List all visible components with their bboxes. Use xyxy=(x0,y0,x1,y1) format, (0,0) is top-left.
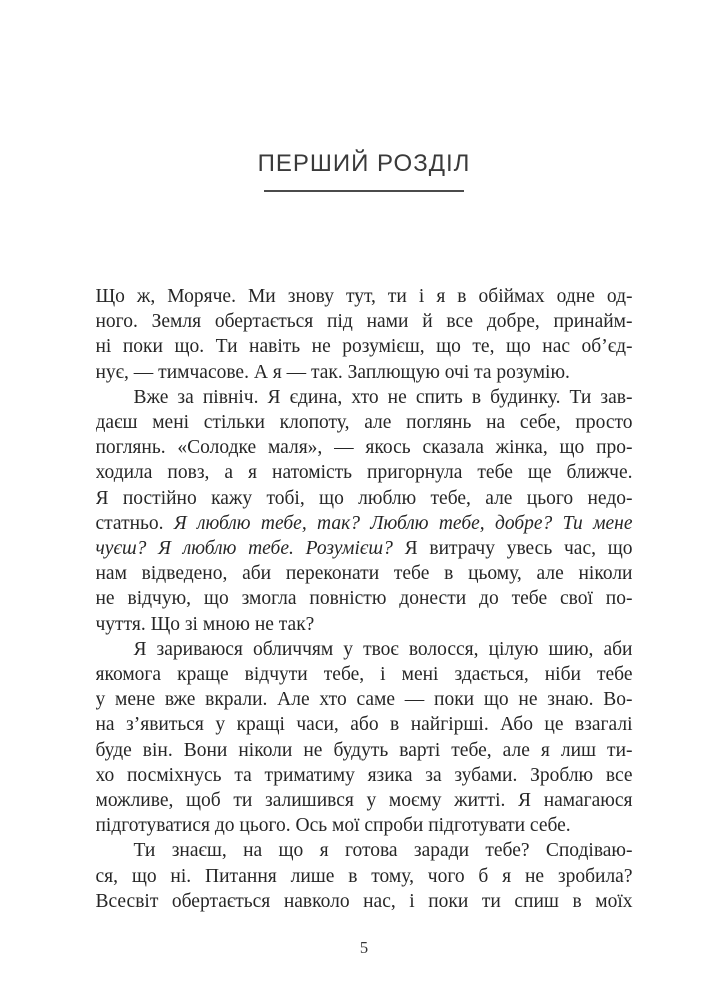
text-segment: статньо. xyxy=(95,512,174,534)
text-line xyxy=(96,385,633,410)
text-line xyxy=(96,788,633,813)
text-segment: даєш мені стільки клопоту, але поглянь на себе, просто xyxy=(95,412,633,434)
text-line xyxy=(96,586,633,611)
text-line xyxy=(96,687,633,712)
text-line xyxy=(96,813,633,838)
text-segment: якомога краще відчути тебе, і мені здається, ніби тебе xyxy=(95,664,633,686)
text-segment: Я постійно кажу тобі, що люблю тебе, але цього недо- xyxy=(95,487,633,509)
text-segment: ного. Земля обертається під нами й все добре, принайм- xyxy=(95,311,633,333)
text-segment: ся, що ні. Питання лише в тому, чого б я не зробила? xyxy=(95,865,633,887)
chapter-heading xyxy=(0,150,728,192)
italic-text-segment: Я люблю тебе, так? Люблю тебе, добре? Ти мене xyxy=(173,512,633,534)
text-segment: нує, — тимчасове. А я — так. Заплющую очі та розумію. xyxy=(95,361,570,383)
text-line xyxy=(96,410,633,435)
paragraph xyxy=(96,284,633,385)
text-line xyxy=(96,637,633,662)
text-line xyxy=(96,712,633,737)
text-segment: ні поки що. Ти навіть не розумієш, що те, що нас об’єд- xyxy=(95,336,633,358)
text-segment: Що ж, Моряче. Ми знову тут, ти і я в обіймах одне од- xyxy=(95,286,633,307)
text-segment: підготуватися до цього. Ось мої спроби підготувати себе. xyxy=(95,815,571,837)
text-line xyxy=(96,435,633,460)
text-line xyxy=(96,334,633,359)
text-segment: нам відведено, аби переконати тебе в цьому, але ніколи xyxy=(95,563,633,585)
page-number: 5 xyxy=(359,938,369,957)
text-line xyxy=(96,662,633,687)
text-line xyxy=(96,561,633,586)
text-line xyxy=(96,360,633,385)
text-line xyxy=(96,511,633,536)
text-segment: Всесвіт обертається навколо нас, і поки ти спиш в моїх xyxy=(95,890,633,912)
text-line xyxy=(96,309,633,334)
text-line xyxy=(96,486,633,511)
text-segment: хо посміхнусь та триматиму язика за зубами. Зроблю все xyxy=(95,764,633,786)
text-line xyxy=(96,838,633,863)
paragraph xyxy=(96,637,633,839)
text-line xyxy=(96,763,633,788)
body-text xyxy=(96,284,633,914)
text-segment: Я зариваюся обличчям у твоє волосся, цілую шию, аби xyxy=(133,638,633,660)
text-segment: поглянь. «Солодке маля», — якось сказала жінка, що про- xyxy=(95,437,633,459)
text-line xyxy=(96,536,633,561)
text-segment: можливе, щоб ти залишився у моєму житті. Я намагаюся xyxy=(95,790,633,812)
text-segment: чуття. Що зі мною не так? xyxy=(95,613,315,635)
text-line xyxy=(96,889,633,914)
chapter-divider xyxy=(264,190,464,192)
text-segment: на з’явиться у кращі часи, або в найгірші. Або це взагалі xyxy=(95,714,633,736)
paragraph xyxy=(96,838,633,914)
text-segment: Ти знаєш, на що я готова заради тебе? Сподіваю- xyxy=(133,840,633,862)
paragraph xyxy=(96,385,633,637)
text-segment: у мене вже вкрали. Але хто саме — поки що не знаю. Во- xyxy=(95,689,633,711)
text-line xyxy=(96,864,633,889)
text-segment: буде він. Вони ніколи не будуть варті тебе, але я лиш ти- xyxy=(95,739,633,761)
text-line xyxy=(96,284,633,309)
chapter-title: ПЕРШИЙ РОЗДІЛ xyxy=(257,150,471,177)
italic-text-segment: чуєш? Я люблю тебе. Розумієш? xyxy=(95,538,393,560)
text-segment: Я витрачу увесь час, що xyxy=(392,538,633,560)
text-segment: Вже за північ. Я єдина, хто не спить в будинку. Ти зав- xyxy=(133,386,633,408)
text-segment: не відчую, що змогла повністю донести до тебе свої по- xyxy=(95,588,633,610)
text-segment: ходила повз, а я натомість пригорнула тебе ще ближче. xyxy=(95,462,633,484)
text-line xyxy=(96,460,633,485)
text-line xyxy=(96,612,633,637)
text-line xyxy=(96,738,633,763)
